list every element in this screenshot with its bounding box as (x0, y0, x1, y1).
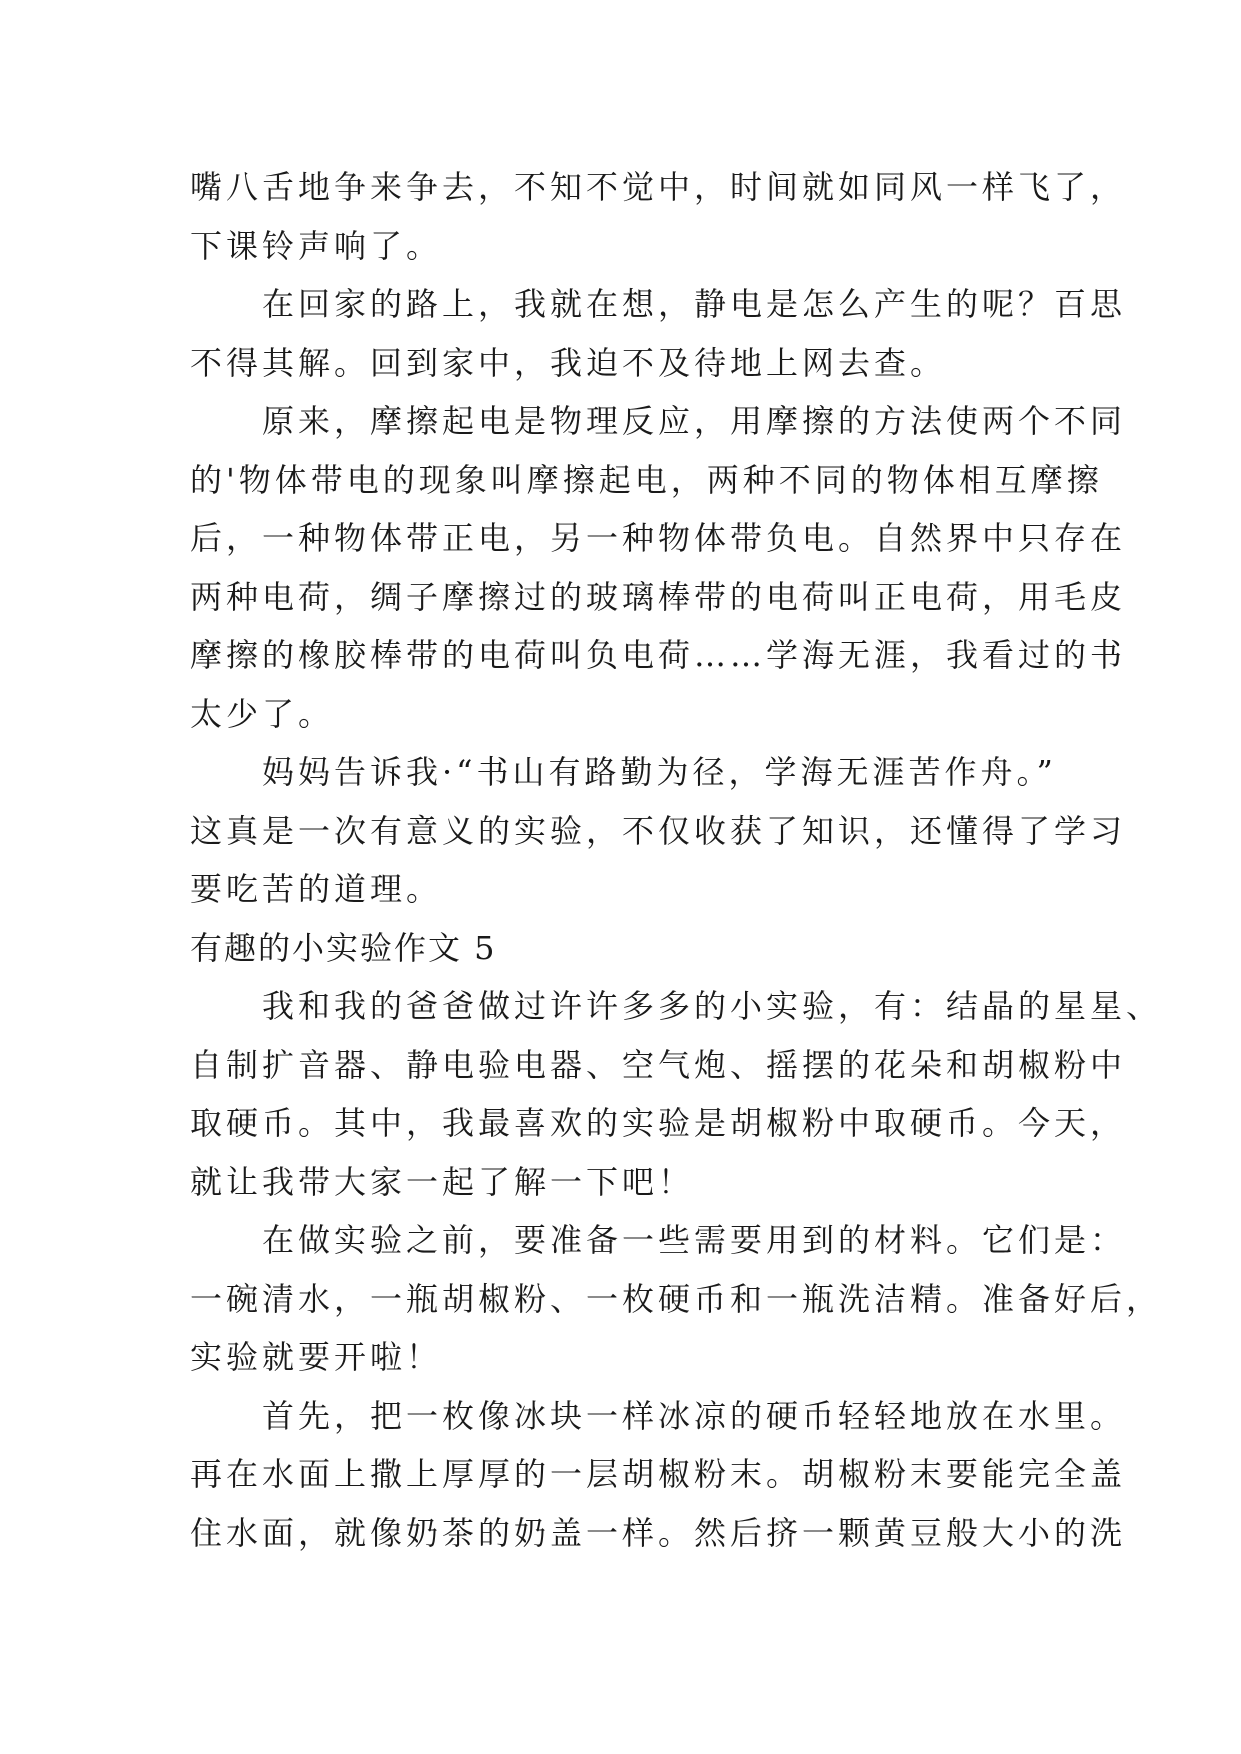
text-line: 两种电荷，绸子摩擦过的玻璃棒带的电荷叫正电荷，用毛皮 (190, 577, 1127, 616)
text-line: 在回家的路上，我就在想，静电是怎么产生的呢？百思 (190, 285, 1127, 323)
document-body (190, 158, 1163, 1562)
text-line: 嘴八舌地争来争去，不知不觉中，时间就如同风一样飞了， (190, 168, 1127, 206)
text-line: 的'物体带电的现象叫摩擦起电，两种不同的物体相互摩擦 (190, 460, 1103, 499)
text-line: 原来，摩擦起电是物理反应，用摩擦的方法使两个不同 (190, 402, 1127, 440)
text-line: 一碗清水，一瓶胡椒粉、一枚硬币和一瓶洗洁精。准备好后， (190, 1279, 1163, 1318)
text-line: 下课铃声响了。 (190, 226, 443, 265)
text-line: 自制扩音器、静电验电器、空气炮、摇摆的花朵和胡椒粉中 (190, 1045, 1127, 1084)
text-line: 妈妈告诉我·“书山有路勤为径，学海无涯苦作舟。” (190, 753, 1057, 791)
text-line: 后，一种物体带正电，另一种物体带负电。自然界中只存在 (190, 519, 1127, 557)
text-line: 在做实验之前，要准备一些需要用到的材料。它们是： (190, 1221, 1127, 1259)
text-line: 就让我带大家一起了解一下吧！ (190, 1162, 695, 1201)
text-line: 实验就要开啦！ (190, 1338, 443, 1376)
text-line: 太少了。 (190, 694, 335, 733)
text-line: 再在水面上撒上厚厚的一层胡椒粉末。胡椒粉末要能完全盖 (190, 1455, 1127, 1493)
text-line: 摩擦的橡胶棒带的电荷叫负电荷……学海无涯，我看过的书 (190, 636, 1127, 674)
text-line: 取硬币。其中，我最喜欢的实验是胡椒粉中取硬币。今天， (190, 1104, 1127, 1142)
text-line: 这真是一次有意义的实验，不仅收获了知识，还懂得了学习 (190, 811, 1127, 850)
text-line: 首先，把一枚像冰块一样冰凉的硬币轻轻地放在水里。 (190, 1396, 1127, 1435)
text-line: 我和我的爸爸做过许许多多的小实验，有：结晶的星星、 (190, 987, 1163, 1025)
text-line: 住水面，就像奶茶的奶盖一样。然后挤一颗黄豆般大小的洗 (190, 1513, 1127, 1552)
text-line: 要吃苦的道理。 (190, 870, 443, 908)
text-line: 不得其解。回到家中，我迫不及待地上网去查。 (190, 343, 947, 382)
section-heading: 有趣的小实验作文 5 (190, 928, 497, 967)
